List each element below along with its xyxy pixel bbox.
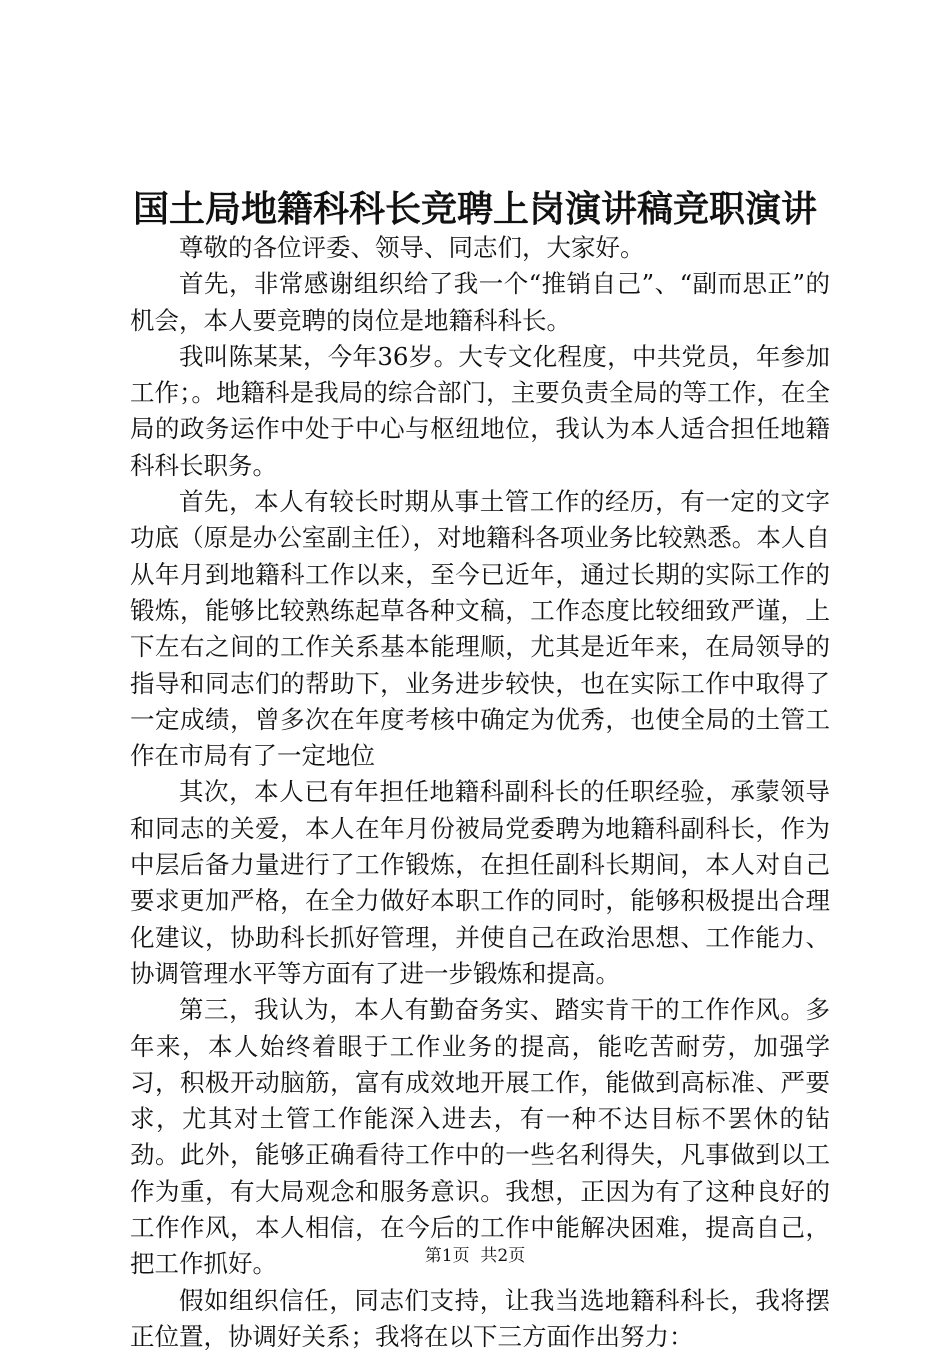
paragraph-experience: 首先，本人有较长时期从事土管工作的经历，有一定的文字功底（原是办公室副主任），对地籍科各项业务比较熟悉。本人自从年月到地籍科工作以来，至今已近年，通过长期的实际工作的锻炼，能够比较熟练起草各种文稿，工作态度比较细致严谨，上下左右之间的工作关系基本能理顺，尤其是近年来，在局领导的指导和同志们的帮助下，业务进步较快，也在实际工作中取得了一定成绩，曾多次在年度考核中确定为优秀，也使全局的土管工作在市局有了一定地位 (130, 487, 830, 771)
document-title: 国土局地籍科科长竞聘上岗演讲稿竞职演讲 (132, 188, 817, 230)
paragraph-intro: 首先，非常感谢组织给了我一个“推销自己”、“副而思正”的机会，本人要竞聘的岗位是地籍科科长。 (130, 269, 830, 335)
paragraph-work-style: 第三，我认为，本人有勤奋务实、踏实肯干的工作作风。多年来，本人始终着眼于工作业务的提高，能吃苦耐劳，加强学习，积极开动脑筋，富有成效地开展工作，能做到高标准、严要求，尤其对土管工作能深入进去，有一种不达目标不罢休的钻劲。此外，能够正确看待工作中的一些名利得失，凡事做到以工作为重，有大局观念和服务意识。我想，正因为有了这种良好的工作作风，本人相信，在今后的工作中能解决困难，提高自己，把工作抓好。 (130, 995, 830, 1279)
paragraph-deputy-experience: 其次，本人已有年担任地籍科副科长的任职经验，承蒙领导和同志的关爱，本人在年月份被局党委聘为地籍科副科长，作为中层后备力量进行了工作锻炼，在担任副科长期间，本人对自己要求更加严格，在全力做好本职工作的同时，能够积极提出合理化建议，协助科长抓好管理，并使自己在政治思想、工作能力、协调管理水平等方面有了进一步锻炼和提高。 (130, 777, 830, 988)
paragraph-greeting: 尊敬的各位评委、领导、同志们，大家好。 (179, 233, 645, 262)
paragraph-commitment: 假如组织信任，同志们支持，让我当选地籍科科长，我将摆正位置，协调好关系；我将在以下三方面作出努力： (130, 1285, 830, 1351)
page-number-footer: 第1页 共2页 (424, 1246, 526, 1266)
paragraph-self-introduction: 我叫陈某某，今年36岁。大专文化程度，中共党员，年参加工作；。地籍科是我局的综合部门，主要负责全局的等工作，在全局的政务运作中处于中心与枢纽地位，我认为本人适合担任地籍科科长职务。 (130, 341, 830, 480)
document-body (130, 230, 830, 1355)
